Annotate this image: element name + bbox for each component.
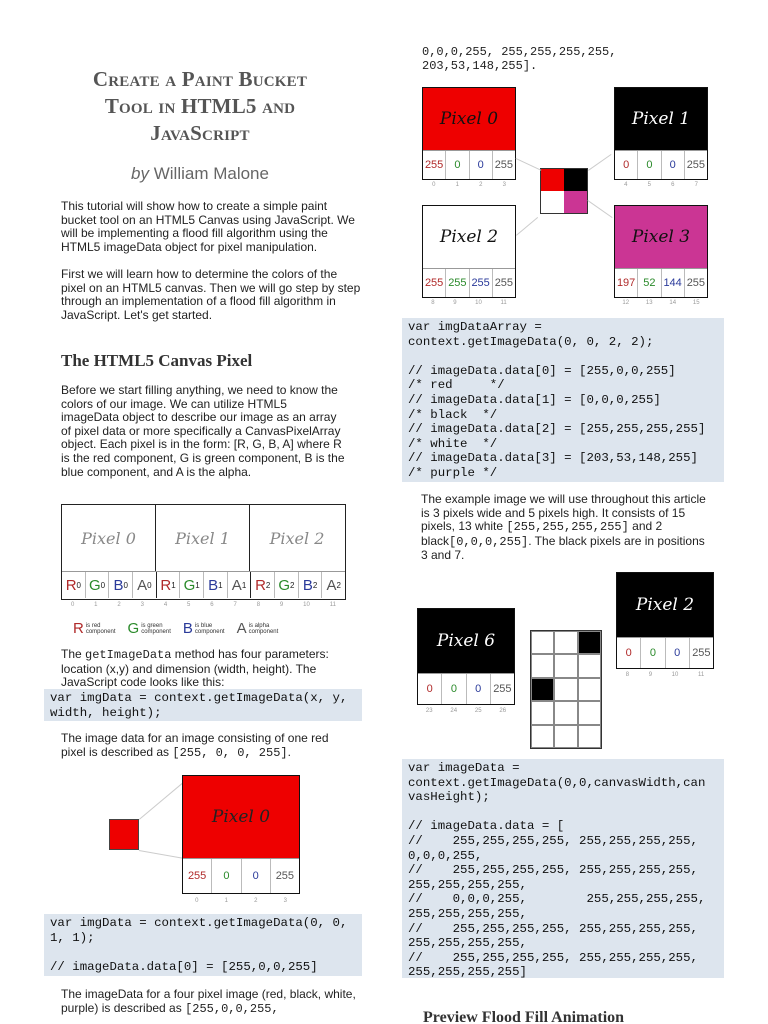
pixel-0-card <box>182 775 300 894</box>
index: 11 <box>500 300 507 306</box>
value-a: 255 <box>492 269 515 297</box>
value-b: 0 <box>665 638 689 668</box>
legend-letter: R <box>73 620 84 637</box>
getimagedata-post: method has four parameters: location (x,y) and dimension (width, height). The JavaScript code looks like this: <box>61 647 329 690</box>
pixel-2-color <box>617 573 713 637</box>
one-red-pixel-text: The image data for an image consisting of one red pixel is described as <box>61 731 329 759</box>
index: 24 <box>450 708 458 714</box>
index: 7 <box>694 182 698 188</box>
component-cell <box>179 572 203 598</box>
index: 10 <box>475 300 482 306</box>
title-line-3: JavaScript <box>150 121 250 145</box>
pixel-0-card <box>422 87 516 180</box>
value-g: 255 <box>445 269 468 297</box>
value-r: 197 <box>616 277 636 289</box>
legend-text: is alpha <box>248 622 270 629</box>
legend-text: is red <box>85 622 101 629</box>
white-pixel <box>578 725 601 748</box>
index: 9 <box>279 602 284 608</box>
value-a: 255 <box>492 151 515 179</box>
pixel-0-color <box>423 88 515 150</box>
index: 0 <box>70 602 75 608</box>
index: 4 <box>624 182 628 188</box>
index: 8 <box>256 602 261 608</box>
white-pixel <box>554 725 577 748</box>
white-pixel <box>578 701 601 724</box>
component-letter: A <box>137 576 148 594</box>
one-red-pixel-value: [255, 0, 0, 255] <box>172 745 288 760</box>
value-a: 255 <box>684 269 707 297</box>
pixel-6-card <box>417 608 515 705</box>
value-r: 0 <box>426 683 433 695</box>
index: 4 <box>163 602 168 608</box>
pixel-3-values <box>615 268 707 297</box>
component-index: 0 <box>76 580 81 590</box>
pixel-0-label: Pixel 0 <box>439 109 499 129</box>
value-r: 255 <box>424 159 444 171</box>
component-letter: R <box>255 576 266 594</box>
component-index: 2 <box>336 580 341 590</box>
value-b: 255 <box>469 269 492 297</box>
index: 1 <box>224 898 228 904</box>
four-pixel-value-cont: 0,0,0,255, 255,255,255,255, 203,53,148,255]. <box>422 45 617 73</box>
connector-line <box>516 158 542 171</box>
pixel-1-label: Pixel 1 <box>175 528 230 548</box>
index: 1 <box>94 602 98 608</box>
pixel-2-label: Pixel 2 <box>439 227 499 247</box>
index: 0 <box>432 182 436 188</box>
component-letter: B <box>208 576 219 594</box>
index: 6 <box>671 182 675 188</box>
example-image-3x5 <box>530 630 602 749</box>
component-index: 0 <box>147 580 152 590</box>
value-a: 255 <box>270 859 299 893</box>
black-pixel <box>531 678 554 701</box>
legend-text: is green <box>141 622 163 629</box>
pixel-0-label: Pixel 0 <box>211 807 271 827</box>
code-block-four-pixels: var imgDataArray = context.getImageData(0, 0, 2, 2); // imageData.data[0] = [255,0,0,255] /* red */ // imageData.data[1] = [0,0,0,255] /* black */ // imageData.data[2] = [255,255,255,255] /* white */ // imageData.data[3] = [203,53,148,255] /* purple */ <box>402 318 724 482</box>
legend-letter: A <box>236 620 247 637</box>
component-index: 0 <box>100 580 106 590</box>
pixel-0-values <box>423 150 515 179</box>
example-text-2: and 2 black <box>421 519 663 548</box>
component-letter: B <box>113 576 124 594</box>
connector-line <box>516 217 538 236</box>
black-pixel <box>578 631 601 654</box>
component-cell <box>156 572 180 598</box>
index: 14 <box>669 300 677 306</box>
pixel-2-values <box>423 268 515 297</box>
title-line-1: Create a Paint Bucket <box>92 67 308 91</box>
getimagedata-method: getImageData <box>85 648 172 662</box>
index: 10 <box>671 672 679 678</box>
white-pixel <box>554 678 577 701</box>
index: 12 <box>622 300 630 306</box>
example-text-3: . The black pixels are in positions 3 and 7. <box>421 533 705 563</box>
pixel-3-label: Pixel 3 <box>631 227 691 247</box>
index: 5 <box>187 602 191 608</box>
index: 7 <box>233 602 237 608</box>
value-b: 0 <box>241 859 270 893</box>
component-cell <box>108 572 132 598</box>
component-indices <box>61 602 346 608</box>
code-block-getimagedata: var imgData = context.getImageData(x, y, width, height); <box>44 689 362 721</box>
legend-item <box>183 620 225 637</box>
component-cell <box>250 572 274 598</box>
one-red-pixel-paragraph <box>61 732 341 760</box>
component-index: 2 <box>312 580 318 590</box>
component-cell <box>62 572 85 598</box>
pixel-1-color <box>615 88 707 150</box>
value-g: 0 <box>211 859 240 893</box>
intro-paragraph-2: First we will learn how to determine the colors of the pixel on an HTML5 canvas. Then we will go step by step through an implementation of a flood fill algorithm in JavaScript. Let's get started. <box>61 267 361 322</box>
pixel-3-card <box>614 205 708 298</box>
index: 15 <box>692 300 700 306</box>
value-g: 52 <box>637 269 660 297</box>
section-heading-canvas-pixel: The HTML5 Canvas Pixel <box>61 351 253 370</box>
legend-text: component <box>85 628 116 635</box>
example-white-value: [255,255,255,255] <box>506 520 629 535</box>
component-letter: A <box>326 576 337 594</box>
pixel-2-indices <box>422 300 516 306</box>
purple-pixel <box>564 191 587 213</box>
index: 11 <box>697 672 705 678</box>
white-pixel <box>531 701 554 724</box>
pixel-1-card <box>614 87 708 180</box>
pixel-1-values <box>615 150 707 179</box>
white-pixel <box>554 654 577 677</box>
getimagedata-pre: The <box>61 647 86 661</box>
index: 2 <box>479 182 483 188</box>
legend-item <box>73 620 116 637</box>
legend-item <box>128 620 171 637</box>
red-pixel-swatch <box>109 819 139 850</box>
rgba-components-figure <box>61 504 346 600</box>
pixel-6-label: Pixel 6 <box>436 631 496 651</box>
value-a: 255 <box>689 638 713 668</box>
white-pixel <box>531 654 554 677</box>
white-pixel <box>554 631 577 654</box>
value-g: 0 <box>441 674 465 704</box>
intro-paragraph-1: This tutorial will show how to create a simple paint bucket tool on an HTML5 Canvas using JavaScript. We will be implementing a flood fill algorithm using the HTML5 imageData object for pixel manipulation. <box>61 199 355 254</box>
pixel-1-label: Pixel 1 <box>631 109 691 129</box>
legend-text: is blue <box>194 622 213 629</box>
index: 8 <box>431 300 435 306</box>
pixel-2-label: Pixel 2 <box>635 595 695 615</box>
component-cell <box>298 572 322 598</box>
pixel-0-indices <box>182 898 300 904</box>
black-pixel <box>564 169 587 191</box>
index: 1 <box>455 182 459 188</box>
connector-line <box>588 154 612 171</box>
pixel-0-values <box>183 858 299 893</box>
component-cell <box>132 572 156 598</box>
component-index: 1 <box>218 580 223 590</box>
canvas-pixel-paragraph: Before we start filling anything, we need to know the colors of our image. We can utilize HTML5 imageData object to describe our image as an array of pixel data or more specifically a CanvasPixelArray object. Each pixel is in the form: [R, G, B, A] where R is the red component, G is green component, B is the blue component, and A is the alpha. <box>61 383 345 479</box>
pixel-0-box <box>62 505 156 571</box>
component-index: 1 <box>171 580 176 590</box>
value-g: 0 <box>640 638 664 668</box>
index: 26 <box>499 708 507 714</box>
component-index: 1 <box>241 580 247 590</box>
index: 23 <box>425 708 433 714</box>
index: 3 <box>502 182 506 188</box>
pixel-2-values <box>617 637 713 668</box>
page-title <box>40 66 360 147</box>
legend-letter: G <box>127 620 140 637</box>
title-line-2: Tool in HTML5 and <box>104 94 296 118</box>
index: 2 <box>117 602 121 608</box>
component-letter: R <box>160 576 172 594</box>
component-cell <box>227 572 251 598</box>
byline <box>40 164 360 184</box>
example-image-paragraph <box>421 493 711 563</box>
component-letter: B <box>302 576 313 594</box>
index: 10 <box>303 602 310 608</box>
pixel-0-label: Pixel 0 <box>81 528 136 548</box>
example-black-value: [0,0,0,255] <box>449 534 529 549</box>
legend-item <box>237 620 279 637</box>
index: 9 <box>648 672 653 678</box>
value-g: 0 <box>445 151 468 179</box>
pixel-0-color <box>183 776 299 858</box>
value-b: 0 <box>469 151 492 179</box>
component-index: 1 <box>195 580 200 590</box>
component-cell <box>321 572 345 598</box>
value-r: 255 <box>187 870 207 882</box>
white-pixel <box>531 631 554 654</box>
red-pixel <box>541 169 564 191</box>
component-letter: G <box>88 576 101 594</box>
code-block-example-image: var imageData = context.getImageData(0,0,canvasWidth,can vasHeight); // imageData.data = [ // 255,255,255,255, 255,255,255,255, 0,0,0,255, // 255,255,255,255, 255,255,255,255, 255,255,255,255, // 0,0,0,255, 255,255,255,255, 255,255,255,255, // 255,255,255,255, 255,255,255,255, 255,255,255,255, // 255,255,255,255, 255,255,255,255, 255,255,255,255] <box>402 759 724 978</box>
value-g: 0 <box>637 151 660 179</box>
pixel-2-label: Pixel 2 <box>269 528 325 548</box>
pixel-2-indices <box>616 672 714 678</box>
four-pixel-text: The imageData for a four pixel image (red, black, white, purple) is described as <box>61 987 356 1015</box>
component-letter: G <box>183 576 196 594</box>
index: 6 <box>210 602 214 608</box>
white-pixel <box>531 725 554 748</box>
index: 9 <box>453 300 457 306</box>
index: 11 <box>329 602 336 608</box>
index: 3 <box>140 602 144 608</box>
index: 3 <box>283 898 287 904</box>
byline-by: by <box>131 164 149 183</box>
author-name: William Malone <box>153 164 269 183</box>
value-r: 0 <box>625 647 632 659</box>
pixel-2-card <box>422 205 516 298</box>
pixel-2-color <box>423 206 515 268</box>
component-row <box>62 571 345 598</box>
value-r: 0 <box>623 159 630 171</box>
component-letter: A <box>231 576 242 594</box>
pixel-3-color <box>615 206 707 268</box>
one-red-pixel-end: . <box>287 744 291 759</box>
white-pixel <box>541 191 564 213</box>
value-b: 144 <box>661 269 684 297</box>
legend-letter: B <box>182 620 193 637</box>
value-b: 0 <box>466 674 490 704</box>
value-a: 255 <box>684 151 707 179</box>
component-letter: R <box>65 576 77 594</box>
pixel-1-indices <box>614 182 708 188</box>
connector-line <box>139 850 183 859</box>
code-block-one-pixel: var imgData = context.getImageData(0, 0, 1, 1); // imageData.data[0] = [255,0,0,255] <box>44 914 362 976</box>
component-legend <box>73 620 353 637</box>
index: 25 <box>474 708 482 714</box>
four-pixel-value-start: [255,0,0,255, <box>185 1001 279 1016</box>
connector-line <box>587 200 612 218</box>
pixel-2-card <box>616 572 714 669</box>
white-pixel <box>578 654 601 677</box>
pixel-0-indices <box>422 182 516 188</box>
legend-text: component <box>248 628 279 635</box>
component-cell <box>203 572 227 598</box>
example-text-1: The example image we will use throughout this article is 3 pixels wide and 5 pixels high. It consists of 15 pixels, 13 white <box>421 492 706 534</box>
index: 0 <box>195 898 199 904</box>
component-index: 2 <box>265 580 271 590</box>
value-a: 255 <box>490 674 514 704</box>
pixel-2-box <box>250 505 344 571</box>
pixel-6-indices <box>417 708 515 714</box>
pixel-6-values <box>418 673 514 704</box>
legend-text: component <box>141 628 171 635</box>
section-heading-preview: Preview Flood Fill Animation <box>423 1009 625 1024</box>
component-letter: G <box>278 576 290 594</box>
connector-line <box>139 780 186 819</box>
pixel-3-indices <box>614 300 708 306</box>
getimagedata-paragraph <box>61 648 361 690</box>
white-pixel <box>554 701 577 724</box>
component-cell <box>274 572 298 598</box>
legend-text: component <box>194 628 225 635</box>
component-index: 0 <box>123 580 128 590</box>
index: 5 <box>647 182 651 188</box>
value-r: 255 <box>424 277 444 289</box>
component-cell <box>85 572 109 598</box>
component-index: 2 <box>289 580 295 590</box>
index: 13 <box>645 300 653 306</box>
index: 2 <box>254 898 258 904</box>
value-b: 0 <box>661 151 684 179</box>
four-pixel-paragraph <box>61 988 361 1016</box>
four-pixel-image <box>540 168 588 214</box>
white-pixel <box>578 678 601 701</box>
pixel-1-box <box>156 505 250 571</box>
index: 8 <box>625 672 630 678</box>
pixel-6-color <box>418 609 514 673</box>
